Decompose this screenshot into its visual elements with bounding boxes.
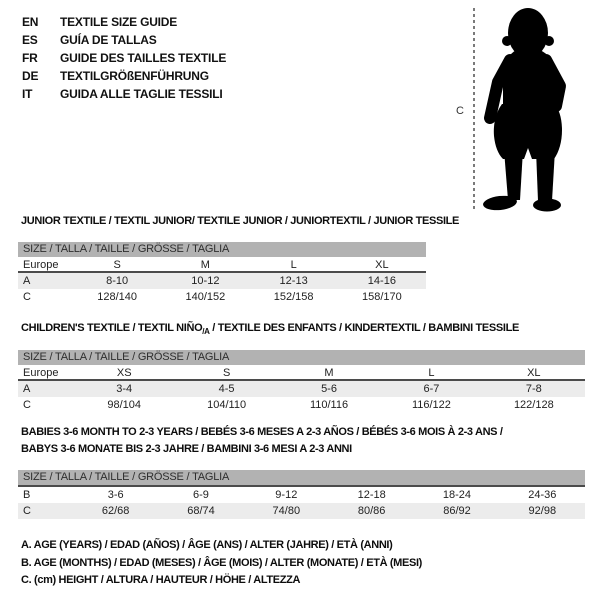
size-cell: 122/128 [513,399,554,411]
language-title: TEXTILGRÖßENFÜHRUNG [60,69,209,83]
size-cell: 74/80 [272,505,301,517]
size-cell: 14-16 [367,275,396,287]
footnote-legend [21,537,422,590]
row-label: A [23,275,31,287]
junior-size-table [18,242,426,305]
size-cell: S [222,367,231,379]
size-cell: 62/68 [101,505,130,517]
footnote-c: C. (cm) HEIGHT / ALTURA / HAUTEUR / HÖHE / ALTEZZA [21,574,301,586]
table-row-height [18,397,585,413]
size-cell: 152/158 [273,291,314,303]
size-cell: 104/110 [207,399,247,411]
toddler-silhouette-icon [470,0,600,215]
size-cell: 3-6 [107,489,124,501]
size-cell: 68/74 [187,505,215,517]
size-cell: L [428,367,435,379]
language-row-it [22,85,226,103]
children-title-text: / TEXTILE DES ENFANTS / KINDERTEXTIL / BAMBINI TESSILE [209,322,519,334]
children-section-title [21,322,519,336]
row-label: Europe [23,367,59,379]
language-row-es [22,31,226,49]
size-cell: 92/98 [528,505,557,517]
size-cell: 3-4 [116,383,133,395]
table-row-height [18,503,585,519]
footnote-a: A. AGE (YEARS) / EDAD (AÑOS) / ÂGE (ANS) / ALTER (JAHRE) / ETÀ (ANNI) [21,539,393,551]
language-code: FR [22,51,38,65]
size-cell: 128/140 [97,291,137,303]
children-size-table [18,350,585,413]
table-row-age [18,273,426,289]
language-code: IT [22,87,33,101]
size-cell: S [113,259,121,271]
size-cell: 8-10 [106,275,129,287]
language-title: GUIDE DES TAILLES TEXTILE [60,51,227,65]
table-row-age [18,381,585,397]
size-cell: 4-5 [218,383,235,395]
language-row-fr [22,49,226,67]
babies-size-table [18,470,585,519]
size-cell: 158/170 [361,291,402,303]
size-cell: 10-12 [191,275,220,287]
table-row-europe [18,257,426,273]
language-title: GUÍA DE TALLAS [60,33,157,47]
size-cell: M [324,367,334,379]
size-cell: 98/104 [107,399,142,411]
size-cell: L [290,259,297,271]
size-cell: M [200,259,210,271]
size-header-bar: SIZE / TALLA / TAILLE / GRÖSSE / TAGLIA [18,350,585,365]
footnote-b: B. AGE (MONTHS) / EDAD (MESES) / ÂGE (MOIS) / ALTER (MONATE) / ETÀ (MESI) [21,556,422,569]
babies-section-title [21,424,503,458]
babies-title-line2: BABYS 3-6 MONATE BIS 2-3 JAHRE / BAMBINI 3-6 MESI A 2-3 ANNI [21,443,352,455]
babies-title-line1: BABIES 3-6 MONTH TO 2-3 YEARS / BEBÉS 3-6 MESES A 2-3 AÑOS / BÉBÉS 3-6 MOIS À 2-3 ANS / [21,426,503,438]
language-title-list [22,13,226,103]
size-cell: 5-6 [321,383,337,395]
size-cell: 12-18 [357,489,386,501]
children-title-text: CHILDREN'S TEXTILE / TEXTIL NIÑO [21,322,203,334]
size-header-bar: SIZE / TALLA / TAILLE / GRÖSSE / TAGLIA [18,470,585,487]
language-title: TEXTILE SIZE GUIDE [60,15,178,29]
language-row-de [22,67,226,85]
size-cell: XL [375,259,389,271]
language-row-en [22,13,226,31]
size-cell: 18-24 [442,489,472,501]
size-cell: 140/152 [185,291,226,303]
language-code: ES [22,33,38,47]
row-label: Europe [23,259,59,271]
size-cell: 9-12 [275,489,298,501]
table-row-height [18,289,426,305]
size-cell: 116/122 [411,399,451,411]
size-cell: 6-9 [193,489,209,501]
row-label: A [23,383,31,395]
size-cell: 6-7 [423,383,440,395]
language-code: DE [22,69,39,83]
junior-section-title: JUNIOR TEXTILE / TEXTIL JUNIOR/ TEXTILE JUNIOR / JUNIORTEXTIL / JUNIOR TESSILE [21,215,460,227]
size-cell: 12-13 [279,275,308,287]
row-label: C [23,505,31,517]
language-title: GUIDA ALLE TAGLIE TESSILI [60,87,223,101]
size-cell: XS [116,367,132,379]
size-cell: XL [527,367,541,379]
table-row-months [18,487,585,503]
size-cell: 7-8 [525,383,542,395]
children-title-subscript: /A [202,327,210,337]
size-header-bar: SIZE / TALLA / TAILLE / GRÖSSE / TAGLIA [18,242,426,257]
row-label: B [23,489,31,501]
row-label: C [23,291,31,303]
size-cell: 110/116 [309,399,349,411]
row-label: C [23,399,31,411]
size-cell: 80/86 [357,505,386,517]
table-row-europe [18,365,585,381]
size-cell: 24-36 [528,489,557,501]
height-measure-label: C [456,105,464,117]
language-code: EN [22,15,39,29]
size-cell: 86/92 [443,505,471,517]
